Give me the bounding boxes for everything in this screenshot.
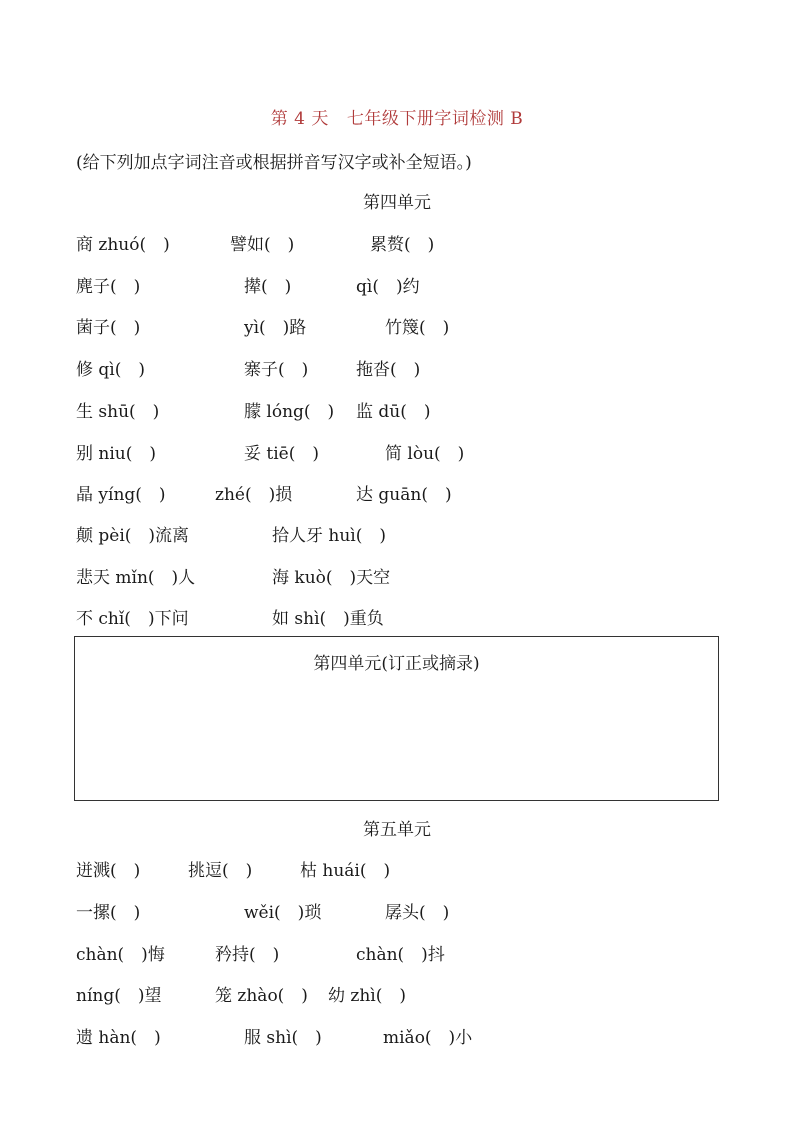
term: 一摞( ): [76, 903, 141, 923]
term: 遗 hàn( ): [76, 1028, 161, 1048]
term: 晶 yíng( ): [76, 485, 166, 505]
term: 不 chǐ( )下问: [76, 609, 189, 629]
term: 矜持( ): [215, 945, 280, 965]
term: 生 shū( ): [76, 402, 160, 422]
term: 麂子( ): [76, 277, 141, 297]
unit4-row-4: [0, 355, 794, 381]
unit5-heading: 第五单元: [363, 820, 431, 840]
term: 拾人牙 huì( ): [272, 526, 387, 546]
term: wěi( )琐: [244, 903, 322, 923]
unit4-row-2: [0, 272, 794, 298]
term: 幼 zhì( ): [328, 986, 407, 1006]
term: 简 lòu( ): [385, 444, 465, 464]
unit5-row-4: [0, 981, 794, 1007]
term: 修 qì( ): [76, 360, 145, 380]
term: 朦 lóng( ): [244, 402, 335, 422]
term: níng( )望: [76, 986, 162, 1006]
term: yì( )路: [244, 318, 307, 338]
unit4-row-1: [0, 230, 794, 256]
term: 监 dū( ): [356, 402, 431, 422]
term: 海 kuò( )天空: [272, 568, 391, 588]
unit4-row-5: [0, 397, 794, 423]
unit5-row-1: [0, 856, 794, 882]
term: 悲天 mǐn( )人: [76, 568, 196, 588]
unit4-row-7: [0, 480, 794, 506]
unit4-row-9: [0, 563, 794, 589]
term: chàn( )抖: [356, 945, 445, 965]
term: 别 niu( ): [76, 444, 157, 464]
term: qì( )约: [356, 277, 420, 297]
term: 菌子( ): [76, 318, 141, 338]
unit4-row-8: [0, 521, 794, 547]
term: 枯 huái( ): [300, 861, 391, 881]
term: 商 zhuó( ): [76, 235, 170, 255]
term: 颠 pèi( )流离: [76, 526, 190, 546]
term: chàn( )悔: [76, 945, 165, 965]
correction-box-title: 第四单元(订正或摘录): [313, 654, 480, 674]
page-title: [0, 104, 794, 129]
term: 竹篾( ): [385, 318, 450, 338]
term: 累赘( ): [370, 235, 435, 255]
title-day: 第 4 天: [270, 109, 329, 129]
term: 服 shì( ): [244, 1028, 322, 1048]
unit5-row-5: [0, 1023, 794, 1049]
term: 达 guān( ): [356, 485, 452, 505]
term: zhé( )损: [215, 485, 293, 505]
term: 撵( ): [244, 277, 292, 297]
term: 妥 tiē( ): [244, 444, 319, 464]
term: 挑逗( ): [188, 861, 253, 881]
instruction-text: (给下列加点字词注音或根据拼音写汉字或补全短语。): [76, 153, 472, 173]
term: 孱头( ): [385, 903, 450, 923]
term: miǎo( )小: [383, 1028, 473, 1048]
term: 寨子( ): [244, 360, 309, 380]
term: 譬如( ): [230, 235, 295, 255]
unit5-row-3: [0, 940, 794, 966]
term: 迸溅( ): [76, 861, 141, 881]
title-name: 七年级下册字词检测 B: [346, 109, 524, 129]
unit4-row-10: [0, 604, 794, 630]
unit4-row-3: [0, 313, 794, 339]
term: 笼 zhào( ): [215, 986, 308, 1006]
term: 拖沓( ): [356, 360, 421, 380]
term: 如 shì( )重负: [272, 609, 384, 629]
unit5-row-2: [0, 898, 794, 924]
unit4-row-6: [0, 439, 794, 465]
unit4-heading: 第四单元: [363, 193, 431, 213]
correction-box[interactable]: [74, 636, 719, 801]
